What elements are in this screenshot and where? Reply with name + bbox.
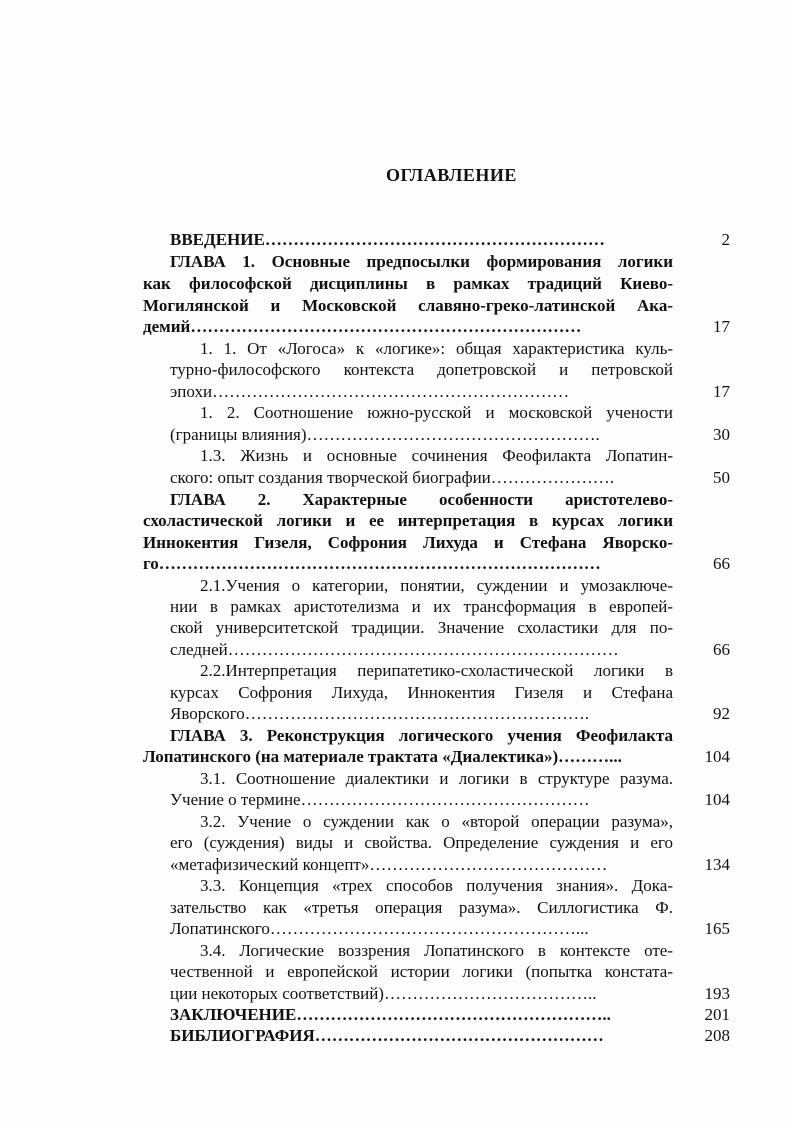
toc-entry-s2-2-line3[interactable]: Яворского……………………………………………………. bbox=[170, 704, 589, 723]
toc-entry-s3-2-line3[interactable]: «метафизический концепт»…………………………………… bbox=[170, 855, 608, 874]
page-number-ch1: 17 bbox=[713, 317, 730, 336]
toc-entry-s3-2-line2[interactable]: его (суждения) виды и свойства. Определение суждения и его bbox=[170, 833, 673, 852]
toc-entry-ch1-line1[interactable]: ГЛАВА 1. Основные предпосылки формирования логики bbox=[170, 252, 673, 271]
page-number-s1-1: 17 bbox=[713, 382, 730, 401]
toc-entry-s3-4-line3[interactable]: ции некоторых соответствий)……………………………….. bbox=[170, 984, 597, 1003]
toc-entry-s1-1-line1[interactable]: 1. 1. От «Логоса» к «логике»: общая характеристика куль- bbox=[200, 339, 673, 358]
page-number-conclusion: 201 bbox=[704, 1005, 730, 1024]
toc-entry-ch3-line1[interactable]: ГЛАВА 3. Реконструкция логического учения Феофилакта bbox=[170, 726, 673, 745]
toc-entry-ch1-line3[interactable]: Могилянской и Московской славяно-греко-латинской Ака- bbox=[143, 296, 673, 315]
page-number-s3-1: 104 bbox=[704, 790, 730, 809]
toc-entry-bibliography[interactable]: БИБЛИОГРАФИЯ…………………………………………… bbox=[170, 1026, 604, 1045]
toc-entry-s3-1-line2[interactable]: Учение о термине…………………………………………… bbox=[170, 790, 590, 809]
toc-entry-s3-4-line2[interactable]: чественной и европейской истории логики (попытка констата- bbox=[170, 962, 673, 981]
page-number-s2-1: 66 bbox=[713, 640, 730, 659]
toc-entry-s1-2-line1[interactable]: 1. 2. Соотношение южно-русской и московской учености bbox=[200, 403, 673, 422]
toc-entry-s2-1-line3[interactable]: ской университетской традиции. Значение схоластики для по- bbox=[170, 618, 673, 637]
page-number-s1-2: 30 bbox=[713, 425, 730, 444]
toc-entry-s3-4-line1[interactable]: 3.4. Логические воззрения Лопатинского в контексте оте- bbox=[200, 941, 673, 960]
toc-entry-ch3-line2[interactable]: Лопатинского (на материале трактата «Диалектика»)………... bbox=[143, 747, 622, 766]
toc-entry-s1-3-line2[interactable]: ского: опыт создания творческой биографии…………………. bbox=[170, 468, 615, 487]
toc-entry-s1-3-line1[interactable]: 1.3. Жизнь и основные сочинения Феофилакта Лопатин- bbox=[200, 446, 673, 465]
toc-entry-conclusion[interactable]: ЗАКЛЮЧЕНИЕ……………………………………………….. bbox=[170, 1005, 611, 1024]
toc-entry-ch1-line2[interactable]: как философской дисциплины в рамках традиций Киево- bbox=[143, 274, 673, 293]
toc-entry-ch2-line3[interactable]: Иннокентия Гизеля, Софрония Лихуда и Стефана Яворско- bbox=[143, 533, 673, 552]
toc-entry-s2-1-line4[interactable]: следней…………………………………………………………… bbox=[170, 640, 619, 659]
page-number-bibliography: 208 bbox=[704, 1026, 730, 1045]
toc-entry-s3-2-line1[interactable]: 3.2. Учение о суждении как о «второй операции разума», bbox=[200, 812, 673, 831]
page-number-ch3: 104 bbox=[704, 747, 730, 766]
toc-entry-intro[interactable]: ВВЕДЕНИЕ…………………………………………………… bbox=[170, 230, 605, 249]
toc-entry-s2-1-line1[interactable]: 2.1.Учения о категории, понятии, суждении и умозаключе- bbox=[200, 576, 673, 595]
page-number-s3-4: 193 bbox=[704, 984, 730, 1003]
toc-entry-s2-2-line1[interactable]: 2.2.Интерпретация перипатетико-схоластической логики в bbox=[200, 661, 673, 680]
toc-entry-ch2-line2[interactable]: схоластической логики и ее интерпретация в курсах логики bbox=[143, 511, 673, 530]
page-title: ОГЛАВЛЕНИЕ bbox=[386, 165, 517, 185]
page-number-ch2: 66 bbox=[713, 554, 730, 573]
page-number-s3-3: 165 bbox=[704, 919, 730, 938]
toc-entry-ch1-line4[interactable]: демий…………………………………………………………… bbox=[143, 317, 582, 336]
toc-entry-s3-1-line1[interactable]: 3.1. Соотношение диалектики и логики в структуре разума. bbox=[200, 769, 673, 788]
toc-entry-s3-3-line1[interactable]: 3.3. Концепция «трех способов получения знания». Дока- bbox=[200, 876, 673, 895]
toc-entry-s1-1-line2[interactable]: турно-философского контекста допетровской и петровской bbox=[170, 360, 673, 379]
toc-entry-s2-1-line2[interactable]: нии в рамках аристотелизма и их трансформация в европей- bbox=[170, 597, 673, 616]
toc-entry-s3-3-line3[interactable]: Лопатинского………………………………………………... bbox=[170, 919, 589, 938]
toc-entry-s3-3-line2[interactable]: зательство как «третья операция разума». Силлогистика Ф. bbox=[170, 898, 673, 917]
page-number-s3-2: 134 bbox=[704, 855, 730, 874]
toc-entry-s1-2-line2[interactable]: (границы влияния)……………………………………………. bbox=[170, 425, 600, 444]
page-number-s2-2: 92 bbox=[713, 704, 730, 723]
toc-entry-ch2-line1[interactable]: ГЛАВА 2. Характерные особенности аристотелево- bbox=[170, 490, 673, 509]
toc-entry-ch2-line4[interactable]: го…………………………………………………………………… bbox=[143, 554, 601, 573]
toc-entry-s1-1-line3[interactable]: эпохи……………………………………………………… bbox=[170, 382, 570, 401]
page-number-intro: 2 bbox=[721, 230, 730, 249]
page-number-s1-3: 50 bbox=[713, 468, 730, 487]
toc-entry-s2-2-line2[interactable]: курсах Софрония Лихуда, Иннокентия Гизеля и Стефана bbox=[170, 683, 673, 702]
